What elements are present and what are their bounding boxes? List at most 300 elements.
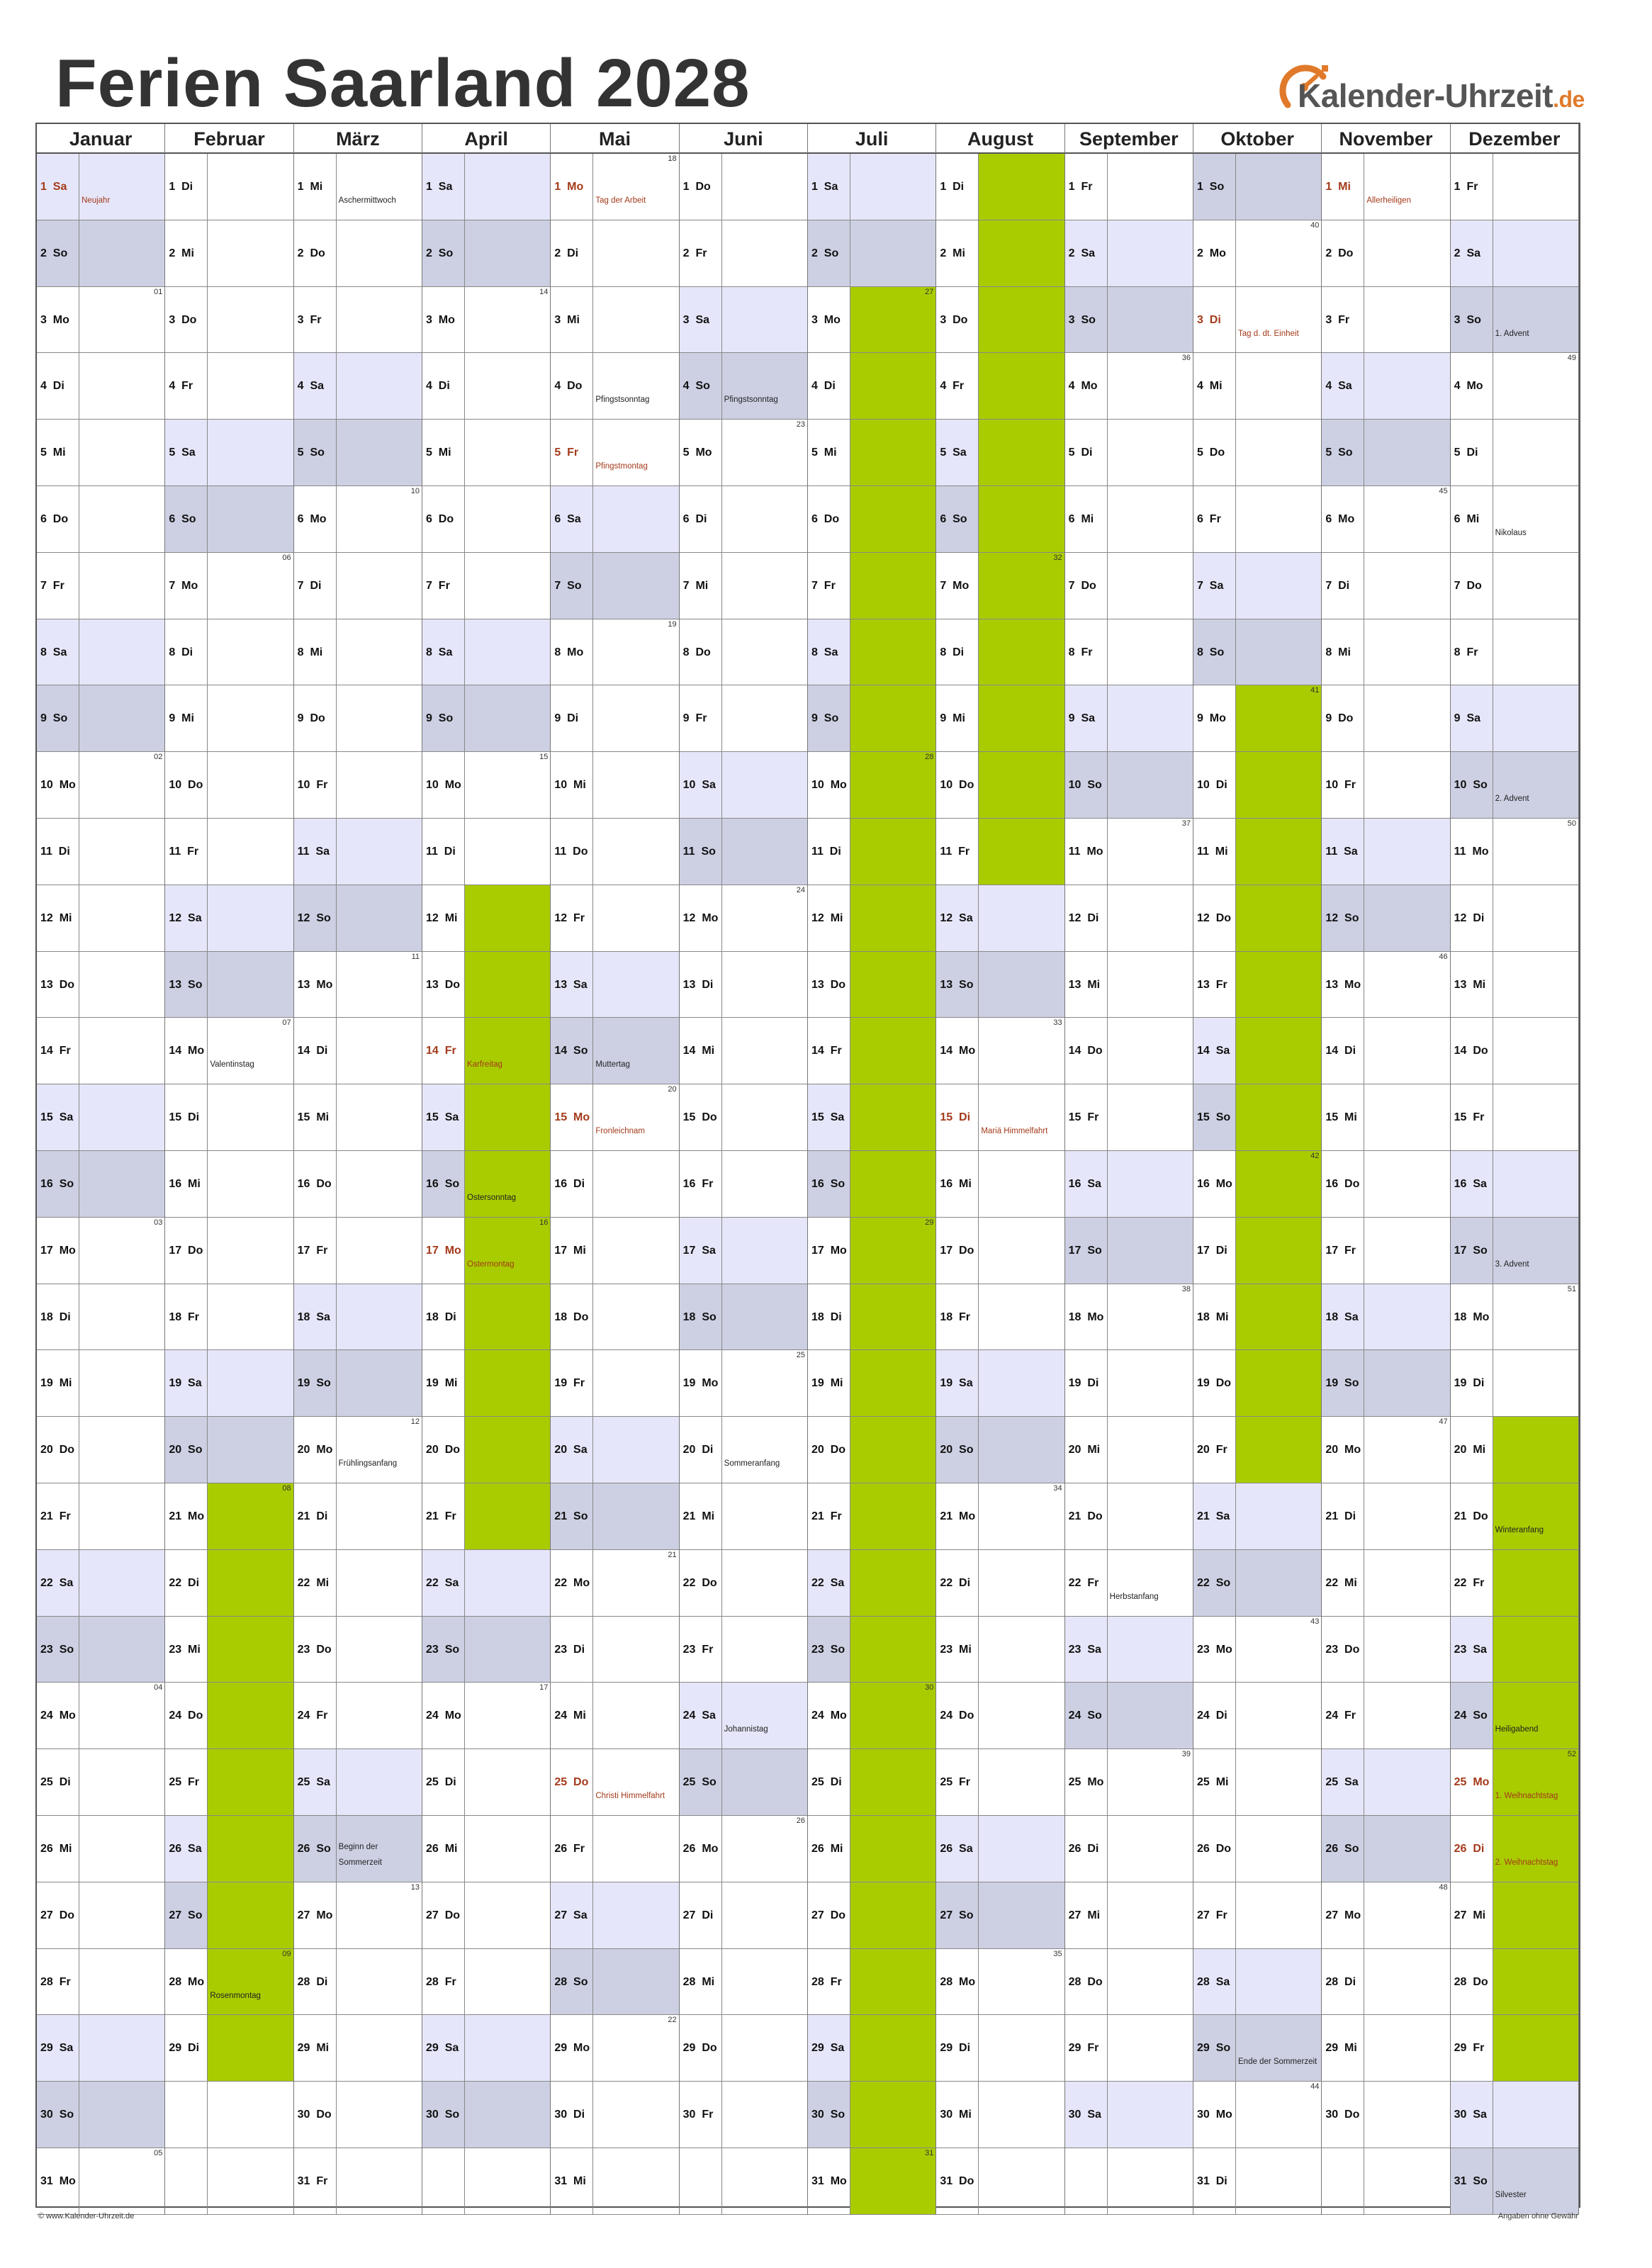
day-cell [165, 819, 293, 885]
day-label: 19 So [1325, 1377, 1359, 1390]
day-cell [1065, 1617, 1193, 1683]
day-cell [165, 353, 293, 420]
week-number: 27 [925, 287, 934, 296]
day-label: 11 Fr [940, 846, 970, 858]
week-number: 22 [668, 2016, 677, 2025]
event-label: Ende der Sommerzeit [1238, 2058, 1317, 2067]
day-label: 3 Do [940, 313, 968, 326]
empty-cell [1322, 2148, 1449, 2215]
day-cell [551, 1417, 678, 1483]
day-label: 3 Mo [811, 313, 841, 326]
day-label: 25 Mo [1454, 1776, 1490, 1789]
month-column [551, 154, 679, 2215]
day-cell [1451, 220, 1578, 287]
day-label: 16 Mo [1197, 1178, 1232, 1190]
day-label: 5 Mi [811, 447, 837, 459]
day-label: 3 Fr [297, 313, 322, 326]
day-cell [1451, 1084, 1578, 1151]
day-cell [294, 553, 422, 619]
day-cell [680, 1284, 807, 1351]
day-label: 13 Mo [297, 978, 333, 991]
day-label: 29 Fr [1454, 2042, 1485, 2055]
month-header: November [1322, 124, 1450, 154]
day-label: 12 So [297, 911, 331, 924]
day-cell [37, 1617, 164, 1683]
day-label: 11 Sa [1325, 846, 1358, 858]
day-cell [808, 1151, 935, 1218]
day-cell [1322, 1350, 1449, 1417]
day-cell [422, 1949, 550, 2016]
day-label: 5 Mo [682, 447, 712, 459]
ferien-marker [1235, 885, 1321, 951]
day-label: 26 Sa [940, 1843, 973, 1855]
week-number: 18 [668, 155, 677, 163]
day-label: 29 Mo [554, 2042, 590, 2055]
day-label: 31 Do [940, 2175, 974, 2187]
day-cell [1193, 885, 1321, 952]
day-label: 5 Do [1197, 447, 1225, 459]
day-cell [808, 353, 935, 420]
day-cell [1065, 220, 1193, 287]
day-label: 17 So [1454, 1244, 1488, 1257]
day-label: 16 Sa [1068, 1178, 1101, 1190]
ferien-marker [207, 1749, 293, 1815]
day-cell [294, 1617, 422, 1683]
month-header: Februar [165, 124, 293, 154]
day-label: 21 Mi [682, 1510, 715, 1522]
day-label: 24 Do [169, 1710, 203, 1722]
day-label: 4 Do [554, 380, 583, 393]
day-label: 9 So [40, 712, 68, 725]
day-label: 28 Di [297, 1975, 328, 1988]
day-cell [37, 1683, 164, 1749]
week-number: 16 [539, 1218, 549, 1227]
holiday-label: Fronleichnam [595, 1127, 645, 1136]
day-label: 28 Mi [682, 1975, 715, 1988]
ferien-marker [850, 1683, 935, 1748]
day-label: 19 Sa [940, 1377, 973, 1390]
day-label: 11 Mo [1068, 846, 1103, 858]
day-cell [936, 1417, 1064, 1483]
day-cell [1065, 420, 1193, 486]
day-label: 22 Fr [1454, 1576, 1485, 1589]
day-cell [1451, 154, 1578, 220]
day-label: 12 Fr [554, 911, 585, 924]
day-label: 7 Do [1454, 579, 1482, 592]
day-cell [165, 1749, 293, 1816]
day-cell [422, 819, 550, 885]
day-cell [1451, 1284, 1578, 1351]
week-number: 14 [539, 287, 549, 296]
day-cell [165, 1018, 293, 1084]
day-cell [1065, 2082, 1193, 2148]
day-cell [936, 2148, 1064, 2215]
day-cell [37, 1084, 164, 1151]
day-cell [551, 1218, 678, 1284]
ferien-marker [850, 1151, 935, 1217]
day-label: 8 Sa [811, 646, 838, 658]
day-label: 6 Mi [1068, 513, 1094, 525]
day-label: 15 Sa [811, 1111, 845, 1124]
day-label: 21 Di [297, 1510, 328, 1522]
ferien-marker [1235, 952, 1321, 1018]
ferien-marker [464, 1084, 550, 1150]
ferien-marker [207, 2015, 293, 2081]
day-label: 15 Mo [554, 1111, 590, 1124]
day-cell [680, 420, 807, 486]
day-cell [680, 553, 807, 619]
day-label: 14 Di [297, 1045, 328, 1057]
day-label: 10 Sa [682, 779, 716, 792]
day-label: 29 Di [169, 2042, 200, 2055]
event-label: Pfingstsonntag [724, 395, 778, 405]
day-label: 23 Di [554, 1643, 585, 1656]
day-cell [808, 1350, 935, 1417]
week-number: 19 [668, 619, 677, 629]
month-column [1451, 154, 1579, 2215]
day-label: 24 Fr [1325, 1710, 1356, 1722]
day-cell [1322, 952, 1449, 1018]
ferien-marker [850, 1417, 935, 1483]
day-cell [551, 1550, 678, 1617]
day-cell [294, 1483, 422, 1550]
day-label: 10 Mo [426, 779, 461, 792]
week-number: 08 [282, 1484, 291, 1493]
week-number: 04 [154, 1683, 163, 1692]
day-label: 10 Fr [1325, 779, 1356, 792]
day-label: 27 Mi [1068, 1909, 1101, 1921]
holiday-label: Tag d. dt. Einheit [1238, 329, 1299, 338]
day-label: 10 Do [940, 779, 974, 792]
day-cell [936, 1084, 1064, 1151]
week-number: 28 [925, 753, 934, 762]
day-label: 29 Sa [811, 2042, 845, 2055]
day-label: 15 Sa [40, 1111, 74, 1124]
day-label: 13 Di [682, 978, 714, 991]
day-cell [680, 685, 807, 752]
footer-disclaimer: Angaben ohne Gewähr [1498, 2212, 1578, 2221]
day-label: 12 Sa [940, 911, 973, 924]
day-cell [1193, 819, 1321, 885]
day-label: 8 Sa [40, 646, 67, 658]
ferien-marker [850, 1284, 935, 1350]
day-cell [551, 154, 678, 220]
day-cell [165, 1284, 293, 1351]
day-label: 15 Mi [1325, 1111, 1357, 1124]
day-cell [1193, 1550, 1321, 1617]
ferien-marker [464, 952, 550, 1018]
day-label: 20 Mo [297, 1444, 333, 1456]
day-cell [808, 1550, 935, 1617]
day-cell [936, 420, 1064, 486]
holiday-label: 1. Weihnachtstag [1495, 1792, 1558, 1801]
day-label: 24 Fr [297, 1710, 328, 1722]
day-label: 7 Mo [940, 579, 970, 592]
day-label: 18 Do [554, 1310, 589, 1323]
day-label: 17 Mo [40, 1244, 76, 1257]
day-label: 5 Sa [940, 447, 967, 459]
day-label: 7 Mo [169, 579, 198, 592]
ferien-marker [464, 1018, 550, 1084]
ferien-marker [464, 1483, 550, 1549]
event-label: Muttertag [595, 1060, 630, 1070]
day-label: 24 So [1068, 1710, 1102, 1722]
day-cell [37, 952, 164, 1018]
day-label: 22 Mi [1325, 1576, 1357, 1589]
day-label: 20 Mi [1068, 1444, 1101, 1456]
day-cell [165, 1617, 293, 1683]
day-label: 29 Do [682, 2042, 717, 2055]
day-cell [680, 885, 807, 952]
day-cell [422, 2082, 550, 2148]
day-cell [808, 819, 935, 885]
day-cell [1451, 1218, 1578, 1284]
event-label: Aschermittwoch [338, 196, 396, 205]
day-label: 11 Mi [1197, 846, 1228, 858]
day-label: 3 Mo [40, 313, 69, 326]
day-label: 6 Do [811, 513, 840, 525]
day-label: 31 So [1454, 2175, 1488, 2187]
day-cell [808, 220, 935, 287]
event-label: 2. Advent [1495, 795, 1529, 804]
day-cell [294, 1749, 422, 1816]
ferien-marker [978, 420, 1064, 485]
day-cell [1451, 1949, 1578, 2016]
day-cell [680, 1483, 807, 1550]
day-cell [1065, 1151, 1193, 1218]
day-label: 6 Di [682, 513, 707, 525]
day-label: 9 So [811, 712, 839, 725]
day-cell [808, 1617, 935, 1683]
day-cell [1193, 1949, 1321, 2016]
holiday-label: Christi Himmelfahrt [595, 1792, 665, 1801]
day-cell [422, 1151, 550, 1218]
day-label: 12 So [1325, 911, 1359, 924]
day-cell [551, 2148, 678, 2215]
day-label: 24 Mi [554, 1710, 586, 1722]
day-cell [422, 619, 550, 686]
ferien-marker [850, 952, 935, 1018]
day-cell [551, 819, 678, 885]
event-label: Johannistag [724, 1725, 768, 1734]
day-cell [1193, 1350, 1321, 1417]
footer-copyright: © www.Kalender-Uhrzeit.de [38, 2212, 135, 2221]
day-label: 13 So [940, 978, 974, 991]
day-label: 24 Sa [682, 1710, 716, 1722]
day-cell [37, 619, 164, 686]
day-label: 14 Fr [40, 1045, 71, 1057]
day-cell [1451, 619, 1578, 686]
day-label: 25 So [682, 1776, 717, 1789]
day-label: 16 Di [554, 1178, 585, 1190]
event-label: Winteranfang [1495, 1525, 1544, 1534]
day-cell [551, 1350, 678, 1417]
day-cell [37, 819, 164, 885]
month-column [1193, 154, 1322, 2215]
day-label: 5 So [1325, 447, 1353, 459]
day-label: 24 Do [940, 1710, 974, 1722]
day-label: 12 Sa [169, 911, 202, 924]
day-label: 28 Fr [811, 1975, 842, 1988]
day-cell [37, 1417, 164, 1483]
day-label: 16 Do [297, 1178, 332, 1190]
day-label: 12 Mi [811, 911, 843, 924]
day-label: 3 So [1454, 313, 1481, 326]
day-label: 8 Mi [297, 646, 323, 658]
day-label: 4 So [682, 380, 710, 393]
ferien-marker [850, 752, 935, 818]
day-cell [422, 553, 550, 619]
day-label: 18 Sa [297, 1310, 330, 1323]
day-label: 4 Di [811, 380, 836, 393]
day-label: 12 Mi [426, 911, 458, 924]
week-number: 34 [1053, 1484, 1062, 1493]
day-cell [1451, 685, 1578, 752]
day-label: 30 Mi [940, 2109, 972, 2121]
day-label: 23 Mi [940, 1643, 972, 1656]
day-cell [1065, 885, 1193, 952]
ferien-marker [464, 1417, 550, 1483]
day-label: 20 Do [426, 1444, 461, 1456]
day-cell [37, 2082, 164, 2148]
ferien-marker [1235, 1151, 1321, 1217]
week-number: 45 [1439, 487, 1448, 495]
day-label: 23 Sa [1454, 1643, 1487, 1656]
day-cell [165, 1084, 293, 1151]
day-cell [1451, 2015, 1578, 2082]
day-cell [165, 287, 293, 354]
ferien-marker [1493, 1483, 1578, 1549]
day-cell [936, 752, 1064, 819]
ferien-marker [464, 1151, 550, 1217]
day-cell [1322, 1018, 1449, 1084]
day-label: 19 Fr [554, 1377, 585, 1390]
day-label: 30 Do [1325, 2109, 1360, 2121]
day-label: 4 Fr [169, 380, 193, 393]
day-label: 26 Sa [169, 1843, 202, 1855]
day-cell [551, 1749, 678, 1816]
ferien-marker [1235, 819, 1321, 885]
day-label: 7 Fr [426, 579, 450, 592]
day-label: 2 So [426, 247, 454, 259]
day-label: 7 Do [1068, 579, 1096, 592]
event-label: 3. Advent [1495, 1259, 1529, 1269]
day-cell [37, 1882, 164, 1949]
day-label: 22 Fr [1068, 1576, 1099, 1589]
day-cell [1451, 1350, 1578, 1417]
day-label: 27 So [169, 1909, 203, 1921]
day-label: 8 Mo [554, 646, 584, 658]
month-header: Juni [680, 124, 808, 154]
day-label: 18 Fr [940, 1310, 971, 1323]
day-label: 21 So [554, 1510, 588, 1522]
day-label: 10 So [1068, 779, 1102, 792]
day-cell [165, 619, 293, 686]
day-cell [1193, 420, 1321, 486]
week-number: 42 [1310, 1152, 1320, 1160]
day-label: 19 Do [1197, 1377, 1232, 1390]
month-header: April [422, 124, 551, 154]
day-label: 1 Mi [297, 181, 323, 193]
day-label: 21 Fr [426, 1510, 456, 1522]
day-cell [1065, 1417, 1193, 1483]
ferien-marker [207, 1550, 293, 1616]
day-label: 8 Di [169, 646, 193, 658]
day-cell [37, 1749, 164, 1816]
day-cell [165, 1350, 293, 1417]
day-cell [551, 1816, 678, 1882]
day-label: 1 Di [169, 181, 193, 193]
ferien-marker [850, 1749, 935, 1815]
day-label: 14 Fr [426, 1045, 456, 1057]
day-label: 25 Sa [297, 1776, 330, 1789]
day-cell [37, 2148, 164, 2215]
ferien-marker [850, 1550, 935, 1616]
day-label: 30 Sa [1068, 2109, 1101, 2121]
ferien-marker [978, 353, 1064, 419]
ferien-marker [207, 1483, 293, 1549]
day-cell [936, 220, 1064, 287]
day-label: 13 So [169, 978, 203, 991]
day-cell [808, 1218, 935, 1284]
ferien-marker [1493, 1816, 1578, 1882]
day-cell [422, 1350, 550, 1417]
day-cell [680, 1151, 807, 1218]
day-label: 14 Mi [682, 1045, 715, 1057]
ferien-marker [978, 154, 1064, 220]
day-label: 12 Mo [682, 911, 719, 924]
day-cell [294, 1882, 422, 1949]
day-cell [294, 1218, 422, 1284]
day-cell [808, 1483, 935, 1550]
day-cell [37, 287, 164, 354]
day-cell [294, 353, 422, 420]
day-label: 22 Di [940, 1576, 971, 1589]
day-cell [1193, 1417, 1321, 1483]
day-label: 27 Do [811, 1909, 846, 1921]
ferien-marker [978, 287, 1064, 353]
day-label: 28 Mo [940, 1975, 976, 1988]
day-cell [680, 619, 807, 686]
day-label: 14 Do [1454, 1045, 1488, 1057]
day-label: 2 Mi [940, 247, 965, 259]
day-label: 20 Mo [1325, 1444, 1361, 1456]
day-cell [1065, 154, 1193, 220]
day-cell [936, 819, 1064, 885]
ferien-marker [207, 1683, 293, 1748]
day-cell [422, 287, 550, 354]
day-cell [551, 619, 678, 686]
day-cell [936, 1218, 1064, 1284]
day-label: 17 Mo [426, 1244, 461, 1257]
day-label: 9 Sa [1454, 712, 1481, 725]
day-label: 25 Do [554, 1776, 589, 1789]
ferien-marker [1493, 1749, 1578, 1815]
day-cell [936, 1483, 1064, 1550]
month-column [1322, 154, 1450, 2215]
holiday-label: Ostermontag [467, 1259, 515, 1269]
week-number: 09 [282, 1949, 291, 1958]
day-cell [808, 2082, 935, 2148]
day-cell [1451, 1816, 1578, 1882]
day-cell [1322, 752, 1449, 819]
day-cell [1193, 1483, 1321, 1550]
day-cell [808, 486, 935, 553]
day-label: 20 Di [682, 1444, 714, 1456]
day-label: 15 Fr [1454, 1111, 1485, 1124]
ferien-marker [464, 885, 550, 951]
ferien-marker [850, 1483, 935, 1549]
